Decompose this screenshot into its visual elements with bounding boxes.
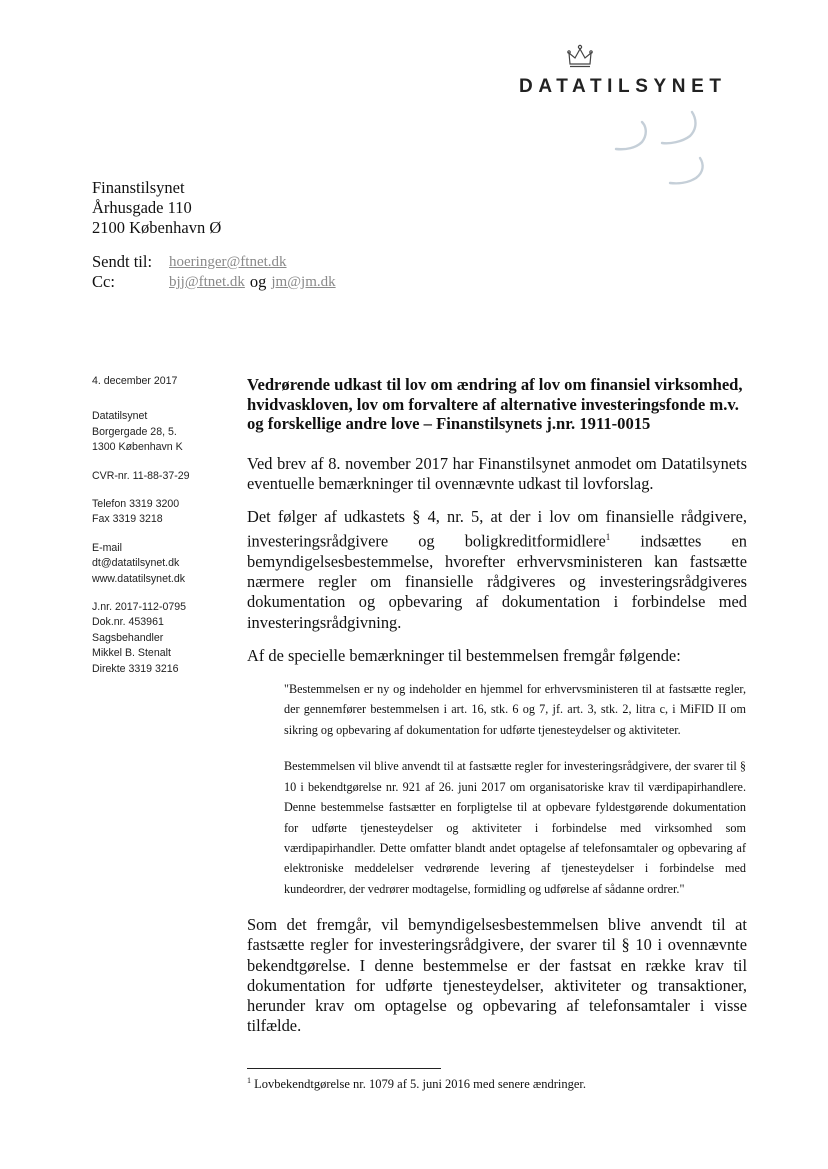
letter-body [247, 375, 747, 1049]
sender-email: dt@datatilsynet.dk [92, 557, 180, 570]
paragraph-2-text-a: Det følger af udkastets § 4, nr. 5, at der i lov om finansielle rådgivere, investeringsrådgivere og boligkreditformidlere [247, 507, 747, 551]
paragraph-2 [247, 507, 747, 633]
phone-block [92, 497, 232, 528]
paragraph-3: Af de specielle bemærkninger til bestemmelsen fremgår følgende: [247, 645, 681, 665]
journal-number: J.nr. 2017-112-0795 [92, 601, 187, 614]
sender-city: 1300 København K [92, 441, 183, 454]
wave-logo-icon [612, 104, 722, 186]
sender-name: Datatilsynet [92, 410, 148, 423]
cvr-number: CVR-nr. 11-88-37-29 [92, 469, 190, 482]
footnote-marker: 1 [247, 1076, 251, 1085]
contact-block [92, 541, 232, 587]
cc-label: Cc: [92, 272, 115, 291]
cc-email-link-2[interactable]: jm@jm.dk [271, 274, 336, 290]
sender-street: Borgergade 28, 5. [92, 425, 177, 438]
footnote-text: Lovbekendtgørelse nr. 1079 af 5. juni 2016 med senere ændringer. [251, 1077, 586, 1092]
send-to-block [92, 252, 336, 292]
case-officer-name: Mikkel B. Stenalt [92, 647, 171, 660]
brand-wordmark: DATATILSYNET [519, 76, 727, 97]
letter-date: 4. december 2017 [92, 375, 178, 387]
case-officer-label: Sagsbehandler [92, 631, 164, 644]
sender-sidebar [92, 374, 232, 690]
recipient-city: 2100 København Ø [92, 218, 222, 237]
paragraph-1: Ved brev af 8. november 2017 har Finanstilsynet anmodet om Datatilsynets eventuelle bemærkninger til ovennævnte udkast til lovforslag. [247, 453, 747, 493]
recipient-street: Århusgade 110 [92, 198, 192, 217]
quote-paragraph-2: Bestemmelsen vil blive anvendt til at fastsætte regler for investeringsrådgivere, der svarer til § 10 i bekendtgørelse nr. 921 af 26. juni 2017 om organisatoriske krav til værdipapirhandlere. Denne bestemmelse fastsætter en forpligtelse til at opbevare fyldestgørende dokumentation for udførte tjenesteydelser og aktiviteter i forbindelse med virksomhed som værdipapirhandler. Dette omfatter blandt andet optagelse af telefonsamtaler og opbevaring af elektroniske meddelelser vedrørende levering af tjenesteydelser i forbindelse med kundeordrer, der vedrører modtagelse, formidling og udførelse af sådanne ordrer." [284, 759, 746, 896]
recipient-address [92, 178, 221, 238]
send-to-email-link[interactable]: hoeringer@ftnet.dk [169, 254, 287, 270]
sender-website: www.datatilsynet.dk [92, 572, 186, 585]
cc-joiner: og [249, 272, 267, 291]
phone-number: Telefon 3319 3200 [92, 498, 180, 511]
email-label: E-mail [92, 541, 123, 554]
document-number: Dok.nr. 453961 [92, 616, 164, 629]
direct-phone: Direkte 3319 3216 [92, 662, 179, 675]
footnote-divider [247, 1068, 441, 1069]
sender-address [92, 409, 232, 455]
send-to-label: Sendt til: [92, 252, 153, 271]
case-block [92, 600, 232, 677]
crown-icon [566, 44, 594, 70]
recipient-name: Finanstilsynet [92, 178, 185, 197]
paragraph-2-text-b: indsættes en bemyndigelsesbestemmelse, hvorefter erhvervsministeren kan fastsætte nærmere regler om finansielle rådgiveres og investeringsrådgiveres dokumentation og opbevaring af dokumentation i forbindelse med investeringsrådgivning. [247, 531, 747, 632]
block-quote [284, 679, 746, 899]
quote-paragraph-1: "Bestemmelsen er ny og indeholder en hjemmel for erhvervsministeren til at fastsætte regler, der gennemfører bestemmelsen i art. 16, stk. 6 og 7, jf. art. 3, stk. 2, litra c, i MiFID II om sikring og opbevaring af dokumentation for udførte tjenesteydelser og aktiviteter. [284, 682, 746, 737]
letter-subject: Vedrørende udkast til lov om ændring af lov om finansiel virksomhed, hvidvaskloven, lov om forvaltere af alternative investeringsfonde m.v. og forskellige andre love – Finanstilsynets j.nr. 1911-0015 [247, 375, 743, 434]
footnote [247, 1073, 586, 1092]
fax-number: Fax 3319 3218 [92, 513, 163, 526]
cc-email-link-1[interactable]: bjj@ftnet.dk [169, 274, 245, 290]
paragraph-4: Som det fremgår, vil bemyndigelsesbestemmelsen blive anvendt til at fastsætte regler for investeringsrådgivere, der svarer til § 10 i ovennævnte bekendtgørelse. I denne bestemmelse er der fastsat en række krav til dokumentation for udførte tjenesteydelser, aktiviteter og transaktioner, herunder krav om optagelse og opbevaring af telefonsamtaler i visse tilfælde. [247, 915, 747, 1036]
footnote-reference: 1 [605, 532, 611, 543]
